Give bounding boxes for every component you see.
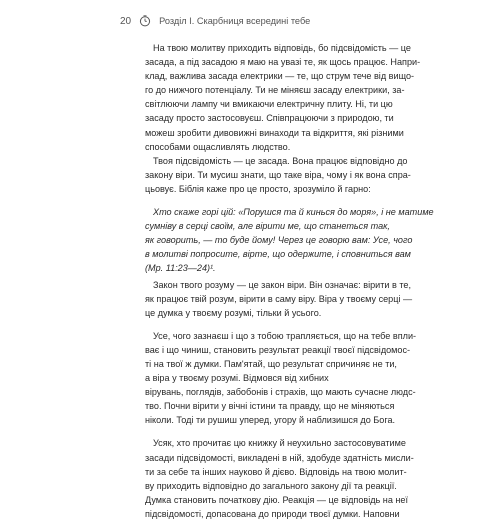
text-line: Думка становить початкову дію. Реакція — це відповідь на неї: [145, 494, 409, 505]
text-line: засади підсвідомості, викладені в ній, здобуде здатність мисли-: [145, 452, 414, 463]
text-line: ву приходить відповідно до загального закону дії та реакції.: [145, 480, 397, 491]
text-line: ті на твої ж думки. Пам'ятай, що результат спричиняє не ти,: [145, 358, 397, 369]
text-line: Усяк, хто прочитає цю книжку й неухильно застосовуватиме: [153, 438, 406, 449]
text-line: засада, а під засадою я маю на увазі те, як щось працює. Напри-: [145, 57, 421, 68]
text-line: (Мр. 11:23—24)¹.: [145, 263, 216, 274]
paragraph-spacer: [145, 196, 376, 205]
text-line: тво. Почни вірити у вічні істини та правду, що не міняються: [145, 401, 395, 412]
text-line: як працює твій розум, вірити в саму віру. Віра у твоєму серці —: [145, 293, 413, 304]
text-line: можеш зробити дивовижні винаходи та відкриття, які різними: [145, 127, 404, 138]
text-line: На твою молитву приходить відповідь, бо підсвідомість — це: [153, 43, 411, 53]
text-line: ти за себе та інших науково й дієво. Відповідь на твою молит-: [145, 466, 407, 477]
running-title: Розділ І. Скарбниця всередині тебе: [159, 16, 311, 26]
text-line: ніколи. Тоді ти рушиш уперед, угору й наблизишся до Бога.: [145, 415, 396, 426]
text-line: це думка у твоєму розумі, тільки й усього.: [145, 307, 322, 318]
paragraph-spacer: [145, 427, 376, 436]
page-header: [120, 12, 310, 30]
clock-icon: [139, 15, 151, 27]
text-line: цьовує. Біблія каже про це просто, зрозуміло й гарно:: [145, 183, 371, 194]
text-line: підсвідомості, допасована до природи твоєї думки. Наповни: [145, 508, 400, 519]
text-line: ває і що чиниш, становить результат реакції твоєї підсвідомос-: [145, 344, 411, 355]
page-body: [145, 41, 434, 521]
text-line: світлюючи лампу чи вмикаючи електричну плиту. Ні, ти цю: [145, 99, 393, 110]
text-line: а віра у твоєму розумі. Відмовся від хибних: [145, 373, 329, 384]
text-line: сумніву в серці своїм, але вірити ме, що станеться так,: [145, 221, 390, 232]
text-line: в молитві попросите, вірте, що одержите, і сповниться вам: [145, 249, 411, 260]
text-line: Твоя підсвідомість — це засада. Вона працює відповідно до: [153, 155, 408, 166]
paragraph-spacer: [145, 320, 376, 329]
text-line: клад, важлива засада електрики — те, що струм тече від вищо-: [145, 71, 415, 82]
text-line: вірувань, поглядів, забобонів і страхів, що мають сучасне людс-: [145, 387, 416, 398]
page-number: 20: [120, 15, 132, 27]
text-line: засаду просто застосовуєш. Співпрацюючи з природою, ти: [145, 113, 394, 124]
text-line: Усе, чого зазнаєш і що з тобою трапляється, що на тебе впли-: [153, 330, 417, 341]
text-line: як говорить, — то буде йому! Через це говорю вам: Усе, чого: [145, 235, 413, 246]
text-line: способами ощасливлять людство.: [145, 141, 291, 152]
text-line: Закон твого розуму — це закон віри. Він означає: вірити в те,: [153, 279, 411, 290]
text-line: го до нижчого потенціалу. Ти не міняєш засаду електрики, за-: [145, 85, 405, 96]
text-line: Хто скаже горі цій: «Порушся та й кинься до моря», і не матиме: [153, 207, 434, 218]
text-line: закону віри. Ти мусиш знати, що таке віра, чому і як вона спра-: [145, 169, 411, 180]
